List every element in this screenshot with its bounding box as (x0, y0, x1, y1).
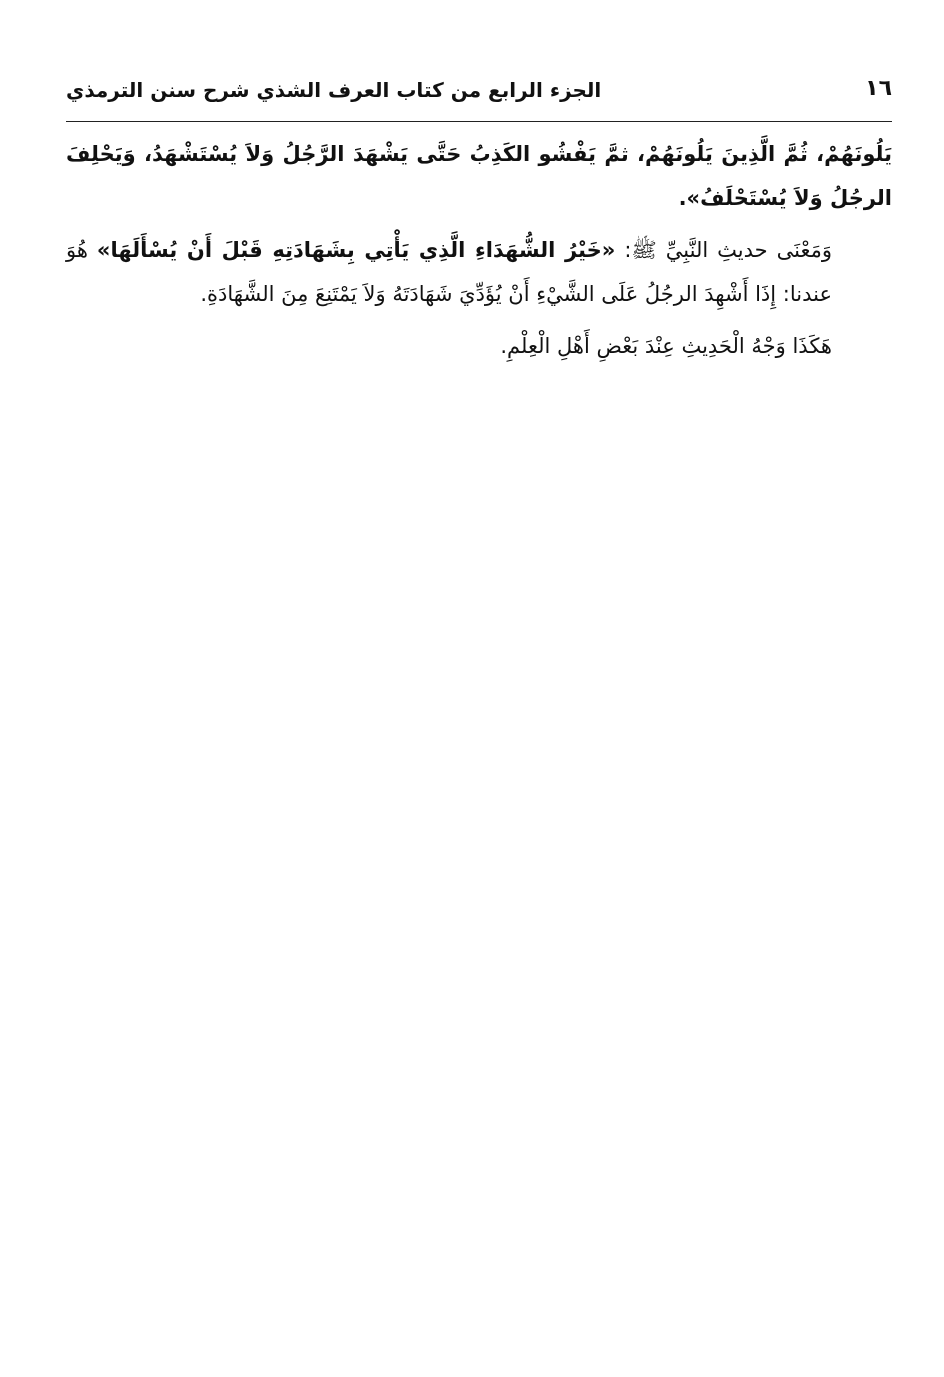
running-title: الجزء الرابع من كتاب العرف الشذي شرح سنن الترمذي (66, 78, 602, 102)
paragraph-1: يَلُونَهُمْ، ثُمَّ الَّذِينَ يَلُونَهُمْ، ثمَّ يَفْشُو الكَذِبُ حَتَّى يَشْهَدَ الرَّجُلُ وَلاَ يُسْتَشْهَدُ، وَيَحْلِفَ الرجُلُ وَلاَ يُسْتَحْلَفُ». (66, 142, 892, 210)
paragraph-3: هَكَذَا وَجْهُ الْحَدِيثِ عِنْدَ بَعْضِ أَهْلِ الْعِلْمِ. (500, 334, 832, 358)
paragraph-2-intro: وَمَعْنَى حديثِ النَّبِيِّ ﷺ: (615, 238, 832, 262)
header-divider (66, 121, 892, 122)
hadith-quote: «خَيْرُ الشُّهَدَاءِ الَّذِي يَأْتِي بِشَهَادَتِهِ قَبْلَ أَنْ يُسْأَلَهَا» (96, 238, 616, 262)
page-number: ١٦ (865, 76, 892, 101)
body-text (66, 132, 892, 376)
page-header (66, 72, 892, 112)
paragraph-2-rest: هُوَ عندنا: إِذَا أَشْهِدَ الرجُلُ عَلَى الشَّيْءِ أَنْ يُؤَدِّيَ شَهَادَتَهُ وَلاَ يَمْتَنِعَ مِنَ الشَّهَادَةِ. (66, 238, 832, 306)
paragraph-2 (66, 228, 892, 316)
